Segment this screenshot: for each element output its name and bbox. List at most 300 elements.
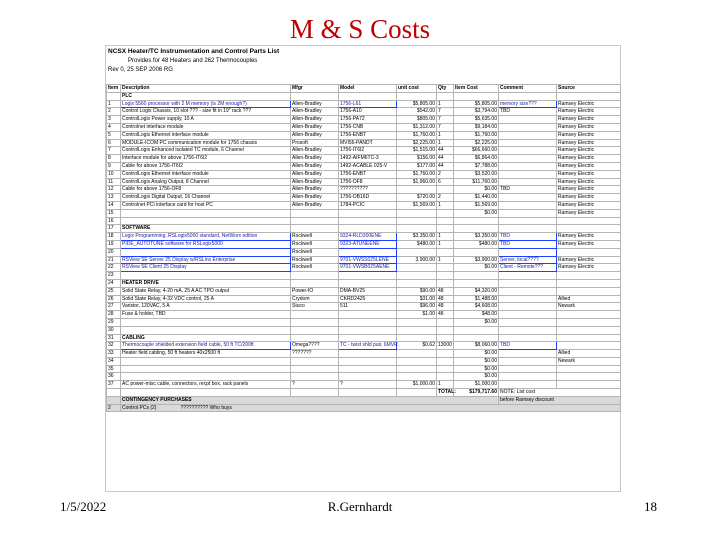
cell[interactable]: $0.00 <box>454 365 499 373</box>
cell[interactable]: $31.00 <box>397 295 437 303</box>
cell[interactable]: $7,788.00 <box>454 162 499 170</box>
cell[interactable]: 1756-OB16D <box>339 194 397 202</box>
cell[interactable]: 25 <box>107 287 121 295</box>
cell[interactable]: 21 <box>107 256 121 264</box>
cell[interactable] <box>499 131 557 139</box>
cell[interactable] <box>454 217 499 225</box>
cell[interactable]: $1,760.00 <box>397 131 437 139</box>
cell[interactable]: Solid State Relay, 4-32 VDC control, 25 A <box>121 295 291 303</box>
cell[interactable]: 511 <box>339 303 397 311</box>
cell[interactable]: 1756-IT6I2 <box>339 147 397 155</box>
cell[interactable]: $0.00 <box>454 373 499 381</box>
cell[interactable]: 9701-VWSB025AENE <box>339 264 397 272</box>
cell[interactable] <box>339 326 397 334</box>
cell[interactable]: $3,350.00 <box>454 233 499 241</box>
cell[interactable] <box>557 287 621 295</box>
cell[interactable]: 44 <box>437 147 454 155</box>
cell[interactable]: $11,760.00 <box>454 178 499 186</box>
cell[interactable]: Ramsey Electric <box>557 116 621 124</box>
cell[interactable]: $2,225.00 <box>454 139 499 147</box>
cell[interactable]: Varistor, 120VAC, 5 A <box>121 303 291 311</box>
cell[interactable]: Allen-Bradley <box>291 147 339 155</box>
cell[interactable]: Rockwell <box>291 233 339 241</box>
cell[interactable]: Allen-Bradley <box>291 155 339 163</box>
cell[interactable]: $3,350.00 <box>397 233 437 241</box>
cell[interactable] <box>499 295 557 303</box>
cell[interactable]: 9701-VWSS025LENE <box>339 256 397 264</box>
cell[interactable] <box>499 357 557 365</box>
cell[interactable]: 7 <box>437 108 454 116</box>
cell[interactable]: 3,900.00 <box>397 256 437 264</box>
cell[interactable] <box>397 217 437 225</box>
cell[interactable]: $1,515.00 <box>397 147 437 155</box>
cell[interactable]: 1756-A10 <box>339 108 397 116</box>
cell[interactable]: Crydom <box>291 295 339 303</box>
cell[interactable]: 48 <box>437 287 454 295</box>
cell[interactable] <box>437 264 454 272</box>
cell[interactable]: ? <box>291 381 339 389</box>
cell[interactable]: TBD <box>499 108 557 116</box>
cell[interactable]: 44 <box>437 155 454 163</box>
cell[interactable]: Ramsey Electric <box>557 194 621 202</box>
cell[interactable]: $4,608.00 <box>454 303 499 311</box>
cell[interactable] <box>291 365 339 373</box>
cell[interactable]: $0.00 <box>454 357 499 365</box>
cell[interactable]: 1 <box>437 131 454 139</box>
cell[interactable]: Allen-Bradley <box>291 178 339 186</box>
cell[interactable]: PIDE_AUTOTUNE software for RSLogix5000 <box>121 240 291 248</box>
cell[interactable]: Allen-Bradley <box>291 170 339 178</box>
cell[interactable]: Logix 5560 processor with 2 M memory (is 2M enough?) <box>121 100 291 108</box>
cell[interactable]: $5,805.00 <box>397 100 437 108</box>
cell[interactable]: CKRD2425 <box>339 295 397 303</box>
cell[interactable]: DMA-BV25 <box>339 287 397 295</box>
cell[interactable] <box>557 318 621 326</box>
cell[interactable]: $5,635.00 <box>454 116 499 124</box>
cell[interactable]: 1 <box>437 233 454 241</box>
cell[interactable]: $805.00 <box>397 116 437 124</box>
cell[interactable] <box>339 248 397 256</box>
cell[interactable]: Ramsey Electric <box>557 264 621 272</box>
cell[interactable]: 1756-ENBT <box>339 131 397 139</box>
cell[interactable]: 36 <box>107 373 121 381</box>
cell[interactable] <box>397 318 437 326</box>
cell[interactable]: 13 <box>107 194 121 202</box>
cell[interactable]: 16 <box>107 217 121 225</box>
cell[interactable]: Prosoft <box>291 139 339 147</box>
cell[interactable] <box>557 373 621 381</box>
cell[interactable]: 1756-PA72 <box>339 116 397 124</box>
cell[interactable]: Solid State Relay, 4-20 mA, 25 A AC TPO output <box>121 287 291 295</box>
cell[interactable]: Ramsey Electric <box>557 100 621 108</box>
cell[interactable]: Ramsey Electric <box>557 123 621 131</box>
cell[interactable]: RSView SE Server 25 Display w/RSLinx Enterprise <box>121 256 291 264</box>
cell[interactable]: 12 <box>107 186 121 194</box>
cell[interactable] <box>121 365 291 373</box>
cell[interactable] <box>499 311 557 319</box>
cell[interactable] <box>397 357 437 365</box>
cell[interactable]: $0.00 <box>454 350 499 358</box>
cell[interactable]: 5 <box>107 131 121 139</box>
cell[interactable]: 9324-RLD300ENE <box>339 233 397 241</box>
cell[interactable] <box>499 373 557 381</box>
cell[interactable] <box>557 365 621 373</box>
cell[interactable]: Allied <box>557 350 621 358</box>
cell[interactable]: Rockwell <box>291 248 339 256</box>
cell[interactable]: $542.00 <box>397 108 437 116</box>
cell[interactable]: MVI56-PANDT <box>339 139 397 147</box>
cell[interactable]: Ramsey Electric <box>557 209 621 217</box>
cell[interactable]: $0.62 <box>397 342 437 350</box>
cell[interactable]: $4,320.00 <box>454 287 499 295</box>
cell[interactable] <box>557 248 621 256</box>
cell[interactable]: Control Logix Chassis, 10 slot ??? - size fit in 19" rack ??? <box>121 108 291 116</box>
cell[interactable]: ControlLogix Analog Output, 8 Channel <box>121 178 291 186</box>
cell[interactable]: Omega???? <box>291 342 339 350</box>
cell[interactable] <box>499 155 557 163</box>
cell[interactable]: Allen-Bradley <box>291 162 339 170</box>
cell[interactable]: ControlLogix Enhanced isolated TC module, 6 Channel <box>121 147 291 155</box>
cell[interactable] <box>557 381 621 389</box>
cell[interactable]: 7 <box>437 116 454 124</box>
cell[interactable]: 15 <box>107 209 121 217</box>
cell[interactable] <box>499 381 557 389</box>
cell[interactable]: Logix Programming, RSLogix5000 standard, NetWorx edition <box>121 233 291 241</box>
cell[interactable]: TBD <box>499 186 557 194</box>
cell[interactable] <box>499 162 557 170</box>
cell[interactable] <box>499 272 557 280</box>
cell[interactable]: $1,960.00 <box>397 178 437 186</box>
cell[interactable] <box>121 318 291 326</box>
cell[interactable]: Ramsey Electric <box>557 233 621 241</box>
cell[interactable]: $0.00 <box>454 264 499 272</box>
cell[interactable]: 3 <box>107 116 121 124</box>
cell[interactable]: ? <box>339 381 397 389</box>
cell[interactable]: Ramsey Electric <box>557 256 621 264</box>
cell[interactable]: 1756-OF8 <box>339 178 397 186</box>
cell[interactable]: 8 <box>107 155 121 163</box>
cell[interactable]: 2 <box>107 108 121 116</box>
cell[interactable]: $3,794.00 <box>454 108 499 116</box>
cell[interactable]: $8,060.00 <box>454 342 499 350</box>
cell[interactable] <box>339 318 397 326</box>
cell[interactable]: 1756-CNB <box>339 123 397 131</box>
cell[interactable]: Allen-Bradley <box>291 131 339 139</box>
cell[interactable] <box>499 194 557 202</box>
cell[interactable]: Ramsey Electric <box>557 170 621 178</box>
cell[interactable]: Allied <box>557 295 621 303</box>
cell[interactable] <box>499 217 557 225</box>
cell[interactable]: Ramsey Electric <box>557 108 621 116</box>
cell[interactable]: $1,440.00 <box>454 194 499 202</box>
cell[interactable]: TBD <box>499 233 557 241</box>
cell[interactable]: Ramsey Electric <box>557 131 621 139</box>
cell[interactable]: 7 <box>437 123 454 131</box>
cell[interactable] <box>454 326 499 334</box>
cell[interactable]: $1,312.00 <box>397 123 437 131</box>
cell[interactable] <box>121 373 291 381</box>
cell[interactable] <box>121 217 291 225</box>
cell[interactable] <box>397 209 437 217</box>
cell[interactable] <box>437 272 454 280</box>
cell[interactable]: Controlnet PCI interface card for host PC <box>121 201 291 209</box>
cell[interactable] <box>291 318 339 326</box>
cell[interactable] <box>291 311 339 319</box>
cell[interactable]: $1,760.00 <box>397 170 437 178</box>
cell[interactable] <box>499 287 557 295</box>
cell[interactable]: $1,760.00 <box>454 131 499 139</box>
cell[interactable]: Controlnet interface module <box>121 123 291 131</box>
cell[interactable]: Allen-Bradley <box>291 108 339 116</box>
cell[interactable]: 26 <box>107 295 121 303</box>
cell[interactable]: Allen-Bradley <box>291 201 339 209</box>
cell[interactable]: Allen-Bradley <box>291 123 339 131</box>
cell[interactable] <box>339 217 397 225</box>
cell[interactable]: Client - Remote??? <box>499 264 557 272</box>
cell[interactable]: 4 <box>107 123 121 131</box>
cell[interactable] <box>339 311 397 319</box>
cell[interactable]: $1.00 <box>397 311 437 319</box>
cell[interactable]: Ramsey Electric <box>557 240 621 248</box>
cell[interactable]: Ramsey Electric <box>557 155 621 163</box>
cell[interactable]: $3,900.00 <box>454 256 499 264</box>
cell[interactable] <box>339 365 397 373</box>
cell[interactable]: 1756-L61 <box>339 100 397 108</box>
cell[interactable]: 1784-PCIC <box>339 201 397 209</box>
cell[interactable] <box>437 186 454 194</box>
cell[interactable] <box>437 326 454 334</box>
cell[interactable]: 44 <box>437 162 454 170</box>
cell[interactable]: ??????? <box>291 350 339 358</box>
cell[interactable]: 11 <box>107 178 121 186</box>
cell[interactable]: Ramsey Electric <box>557 162 621 170</box>
cell[interactable] <box>291 326 339 334</box>
cell[interactable]: 22 <box>107 264 121 272</box>
cell[interactable] <box>291 357 339 365</box>
cell[interactable]: Newark <box>557 357 621 365</box>
cell[interactable] <box>499 178 557 186</box>
cell[interactable]: 18 <box>107 233 121 241</box>
cell[interactable]: Rockwell <box>291 264 339 272</box>
cell[interactable]: $2,225.00 <box>397 139 437 147</box>
cell[interactable]: $5,805.00 <box>454 100 499 108</box>
cell[interactable] <box>121 326 291 334</box>
cell[interactable]: $1,569.00 <box>397 201 437 209</box>
cell[interactable] <box>499 350 557 358</box>
cell[interactable]: $90.00 <box>397 287 437 295</box>
cell[interactable] <box>397 186 437 194</box>
cell[interactable] <box>121 209 291 217</box>
cell[interactable] <box>397 326 437 334</box>
cell[interactable] <box>499 201 557 209</box>
cell[interactable]: ?????????? <box>339 186 397 194</box>
cell[interactable]: Ramsey Electric <box>557 178 621 186</box>
cell[interactable] <box>291 217 339 225</box>
cell[interactable]: $3,520.00 <box>454 170 499 178</box>
cell[interactable]: RSView SE Client 25 Display <box>121 264 291 272</box>
cell[interactable] <box>339 209 397 217</box>
cell[interactable]: memory size??? <box>499 100 557 108</box>
cell[interactable]: 27 <box>107 303 121 311</box>
cell[interactable] <box>397 350 437 358</box>
cell[interactable]: Rockwell <box>291 240 339 248</box>
cell[interactable] <box>499 209 557 217</box>
cell[interactable]: Cable for above 1756-OF8 <box>121 186 291 194</box>
cell[interactable]: $177.00 <box>397 162 437 170</box>
cell[interactable] <box>291 272 339 280</box>
cell[interactable] <box>454 248 499 256</box>
cell[interactable]: Power-IO <box>291 287 339 295</box>
cell[interactable]: 7 <box>107 147 121 155</box>
cell[interactable] <box>499 303 557 311</box>
cell[interactable] <box>499 116 557 124</box>
cell[interactable]: Server, local???? <box>499 256 557 264</box>
cell[interactable]: 1 <box>437 240 454 248</box>
cell[interactable]: Interface module for above 1756-IT6I2 <box>121 155 291 163</box>
cell[interactable] <box>437 248 454 256</box>
cell[interactable]: 30 <box>107 326 121 334</box>
cell[interactable]: ControlLogix Power supply, 10 A <box>121 116 291 124</box>
cell[interactable]: 14 <box>107 201 121 209</box>
cell[interactable]: 6 <box>107 139 121 147</box>
cell[interactable]: 48 <box>437 295 454 303</box>
cell[interactable]: $720.00 <box>397 194 437 202</box>
cell[interactable] <box>291 373 339 381</box>
cell[interactable] <box>397 264 437 272</box>
cell[interactable] <box>499 365 557 373</box>
cell[interactable]: 33 <box>107 350 121 358</box>
cell[interactable]: $480.00 <box>397 240 437 248</box>
cell[interactable] <box>557 311 621 319</box>
cell[interactable]: 9323-ATUNEENE <box>339 240 397 248</box>
cell[interactable]: Allen-Bradley <box>291 100 339 108</box>
cell[interactable]: Thermocouple shielded extension field cable, 50 ft TC/200ft <box>121 342 291 350</box>
cell[interactable] <box>339 272 397 280</box>
cell[interactable]: 1 <box>437 381 454 389</box>
cell[interactable]: 9 <box>107 162 121 170</box>
cell[interactable] <box>437 318 454 326</box>
cell[interactable]: 23 <box>107 272 121 280</box>
cell[interactable]: TC - twist shld pair, 6MVR <box>340 342 398 349</box>
cell[interactable]: TBD <box>499 342 557 350</box>
cell[interactable]: 1 <box>437 100 454 108</box>
cell[interactable]: $1,000.00 <box>397 381 437 389</box>
cell[interactable]: Heater field cabling, 50 ft heaters 40x2500 ft <box>121 350 291 358</box>
cell[interactable]: ControlLogix Ethernet interface module <box>121 170 291 178</box>
cell[interactable] <box>121 357 291 365</box>
cell[interactable]: $66,660.00 <box>454 147 499 155</box>
cell[interactable]: $0.00 <box>454 186 499 194</box>
cell[interactable] <box>499 139 557 147</box>
cell[interactable] <box>499 318 557 326</box>
cell[interactable]: 35 <box>107 365 121 373</box>
cell[interactable]: 13000 <box>438 342 452 349</box>
cell[interactable]: Fuse & holder, TBD <box>121 311 291 319</box>
cell[interactable]: $9,184.00 <box>454 123 499 131</box>
cell[interactable]: 1 <box>437 201 454 209</box>
cell[interactable]: 28 <box>107 311 121 319</box>
cell[interactable] <box>339 350 397 358</box>
cell[interactable]: 48 <box>437 311 454 319</box>
cell[interactable] <box>437 357 454 365</box>
cell[interactable] <box>557 342 621 350</box>
cell[interactable]: 37 <box>107 381 121 389</box>
cell[interactable] <box>397 272 437 280</box>
cell[interactable]: 1 <box>437 139 454 147</box>
cell[interactable] <box>499 248 557 256</box>
cell[interactable]: 20 <box>107 248 121 256</box>
cell[interactable]: Allen-Bradley <box>291 194 339 202</box>
cell[interactable]: $156.00 <box>397 155 437 163</box>
cell[interactable]: MODULE-ICOM PC communication module for 1756 chassis <box>121 139 291 147</box>
cell[interactable]: 1492-ACABLE 025-V <box>339 162 397 170</box>
cell[interactable]: Allen-Bradley <box>291 116 339 124</box>
cell[interactable] <box>339 357 397 365</box>
cell[interactable]: 2 <box>437 194 454 202</box>
cell[interactable] <box>499 147 557 155</box>
cell[interactable]: $48.00 <box>454 311 499 319</box>
cell[interactable]: 1492-AIFM6TC-3 <box>339 155 397 163</box>
cell[interactable]: $480.00 <box>454 240 499 248</box>
cell[interactable]: 19 <box>107 240 121 248</box>
cell[interactable] <box>437 209 454 217</box>
cell[interactable] <box>437 350 454 358</box>
cell[interactable]: $0.00 <box>454 209 499 217</box>
cell[interactable] <box>291 209 339 217</box>
cell[interactable]: 1756-ENBT <box>339 170 397 178</box>
cell[interactable] <box>397 373 437 381</box>
cell[interactable]: 34 <box>107 357 121 365</box>
cell[interactable] <box>557 217 621 225</box>
cell[interactable]: Cable for above 1756-IT6I2 <box>121 162 291 170</box>
cell[interactable]: AC power-misc cable, connectors, recpt box, rack panels <box>121 381 291 389</box>
cell[interactable]: $0.00 <box>454 318 499 326</box>
cell[interactable]: $6,864.00 <box>454 155 499 163</box>
cell[interactable] <box>437 217 454 225</box>
cell[interactable] <box>557 272 621 280</box>
cell[interactable]: ControlLogix Digital Output, 16 Channel <box>121 194 291 202</box>
cell[interactable]: Ramsey Electric <box>557 147 621 155</box>
cell[interactable]: ControlLogix Ethernet interface module <box>121 131 291 139</box>
cell[interactable]: $96.00 <box>397 303 437 311</box>
cell[interactable]: 29 <box>107 318 121 326</box>
cell[interactable] <box>454 272 499 280</box>
cell[interactable]: Allen-Bradley <box>291 186 339 194</box>
cell[interactable] <box>121 272 291 280</box>
cell[interactable] <box>557 326 621 334</box>
cell[interactable]: 32 <box>107 342 121 350</box>
cell[interactable]: 6 <box>437 178 454 186</box>
cell[interactable] <box>339 373 397 381</box>
cell[interactable]: $1,000.00 <box>454 381 499 389</box>
cell[interactable]: $1,488.00 <box>454 295 499 303</box>
cell[interactable]: 10 <box>107 170 121 178</box>
cell[interactable]: Ramsey Electric <box>557 186 621 194</box>
cell[interactable] <box>397 365 437 373</box>
cell[interactable]: Ramsey Electric <box>557 201 621 209</box>
cell[interactable] <box>437 373 454 381</box>
cell[interactable]: $1,569.00 <box>454 201 499 209</box>
cell[interactable] <box>499 326 557 334</box>
cell[interactable] <box>437 365 454 373</box>
cell[interactable] <box>499 123 557 131</box>
cell[interactable]: Rockwell <box>291 256 339 264</box>
cell[interactable] <box>121 248 291 256</box>
cell[interactable]: 2 <box>437 170 454 178</box>
cell[interactable]: 48 <box>437 303 454 311</box>
cell[interactable]: Newark <box>557 303 621 311</box>
cell[interactable]: 1 <box>437 256 454 264</box>
